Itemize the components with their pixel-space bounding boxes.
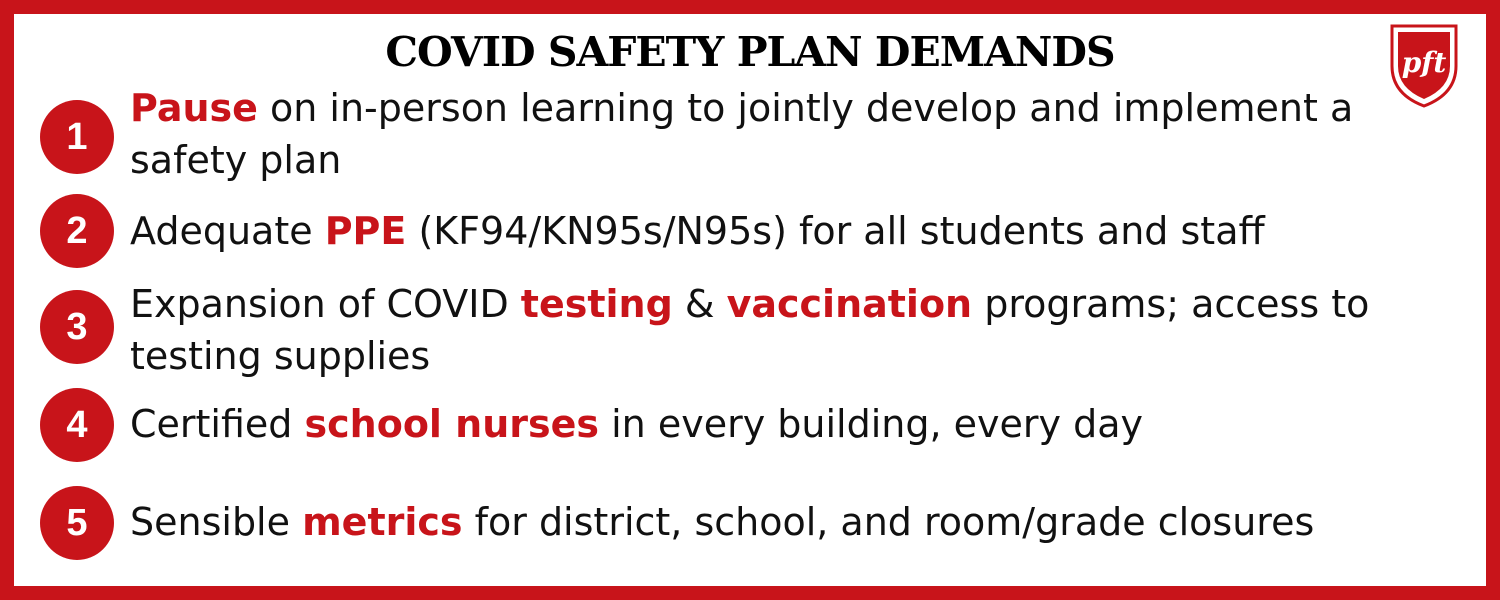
item-text: [130, 278, 1400, 382]
item-text-pre: Adequate: [130, 209, 325, 253]
number-badge: 1: [40, 100, 114, 174]
item-text: [130, 205, 1400, 257]
item-text-pre: Certified: [130, 402, 305, 446]
item-text-post: programs; access to testing supplies: [130, 282, 1370, 378]
item-highlight: Pause: [130, 86, 258, 130]
number-badge: 5: [40, 486, 114, 560]
logo-text: pft: [1401, 46, 1447, 79]
item-text-mid: (KF94/KN95s/N95s) for all students and staff: [406, 209, 1265, 253]
number-badge: 2: [40, 194, 114, 268]
item-highlight: metrics: [302, 500, 463, 544]
item-highlight: school nurses: [304, 402, 600, 446]
number-badge: 4: [40, 388, 114, 462]
item-text: [130, 496, 1400, 548]
item-text-mid: &: [672, 282, 727, 326]
item-text-pre: Expansion of COVID: [130, 282, 521, 326]
item-text: [130, 398, 1400, 450]
item-highlight: testing: [520, 282, 673, 326]
item-text-mid: on in-person learning to jointly develop and implement a safety plan: [130, 86, 1354, 182]
item-highlight: PPE: [324, 209, 407, 253]
number-badge: 3: [40, 290, 114, 364]
item-text-pre: Sensible: [130, 500, 303, 544]
item-highlight-2: vaccination: [726, 282, 973, 326]
item-text-mid: for district, school, and room/grade closures: [462, 500, 1315, 544]
item-text: [130, 82, 1400, 186]
item-text-mid: in every building, every day: [599, 402, 1143, 446]
page-title: COVID SAFETY PLAN DEMANDS: [385, 28, 1115, 76]
